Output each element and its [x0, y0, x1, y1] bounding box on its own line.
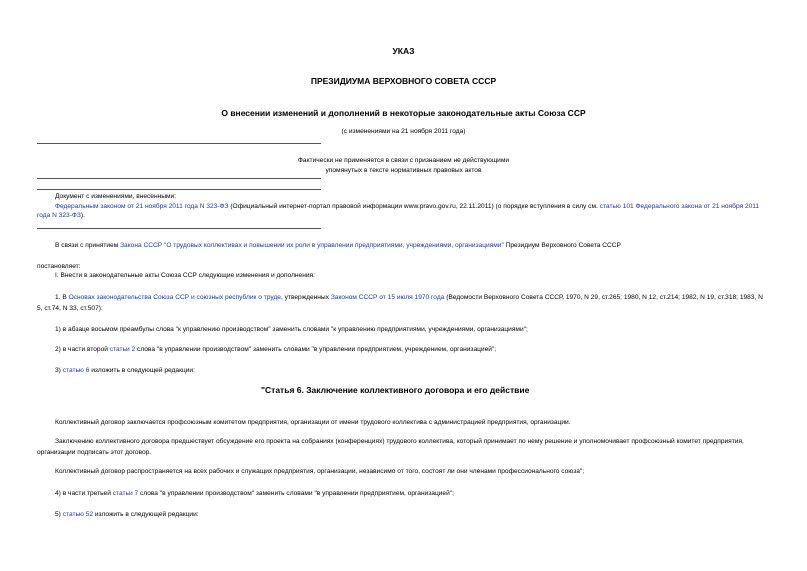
law-1970-link[interactable]: Законом СССР от 15 июля 1970 года	[330, 294, 445, 301]
doc-revision: (с изменениями на 21 ноября 2011 года)	[341, 128, 466, 135]
article-7-link[interactable]: статьи 7	[112, 490, 139, 497]
subitem-5: 5) статью 52 изложить в следующей редакции:	[55, 511, 199, 518]
article-52-link[interactable]: статью 52	[62, 511, 94, 518]
changes-label: Документ с изменениями, внесенными:	[55, 193, 177, 200]
separator-rule	[37, 228, 321, 229]
doc-title: УКАЗ	[392, 46, 415, 56]
section-1-heading: I. Внести в законодательные акты Союза ССР следующие изменения и дополнения:	[55, 272, 315, 279]
doc-subject: О внесении изменений и дополнений в некоторые законодательные акты Союза ССР	[221, 108, 586, 118]
labour-collectives-law-link[interactable]: Закона СССР "О трудовых коллективах и повышении их роли в управлении предприятиями, учреждениями, организациями"	[120, 242, 504, 249]
article-2-link[interactable]: статьи 2	[109, 346, 136, 353]
subitem-2: 2) в части второй статьи 2 слова "в управлении производством" заменить словами "в управлении предприятием, учреждением, организацией";	[55, 346, 497, 353]
subitem-4: 4) в части третьей статьи 7 слова "в управлении производством" заменить словами "в управлении предприятием, организацией";	[55, 490, 454, 497]
notice-line-2: упомянутых в тексте нормативных правовых актов	[325, 167, 482, 174]
decrees-label: постановляет:	[37, 263, 81, 270]
separator-rule	[37, 178, 321, 179]
preamble-paragraph: В связи с принятием Закона СССР "О трудовых коллективах и повышении их роли в управлении предприятиями, учреждениями, организациями" Президиум Верховного Совета СССР	[55, 242, 621, 249]
article-paragraph-1: Коллективный договор заключается профсоюзным комитетом предприятия, организации от имени трудового коллектива с администрацией предприятия, организации.	[55, 419, 571, 426]
article-6-heading: "Статья 6. Заключение коллективного договора и его действие	[261, 385, 530, 395]
article-paragraph-2: Заключению коллективного договора предшествует обсуждение его проекта на собраниях (конференциях) трудового коллектива, который принимает по нему решение и уполномочивает профсоюзный комитет предприятия, организации подписать этот договор.	[37, 438, 744, 456]
subitem-3: 3) статью 6 изложить в следующей редакции:	[55, 367, 195, 374]
labour-fundamentals-link[interactable]: Основах законодательства Союза ССР и союзных республик о труде	[68, 294, 281, 301]
article-paragraph-3: Коллективный договор распространяется на всех рабочих и служащих предприятия, организации, независимо от того, состоят ли они членами профессионального союза";	[55, 468, 585, 475]
doc-issuer: ПРЕЗИДИУМА ВЕРХОВНОГО СОВЕТА СССР	[310, 76, 497, 86]
separator-rule	[37, 143, 321, 144]
item-1-paragraph: 1. В Основах законодательства Союза ССР и союзных республик о труде, утвержденных Законом СССР от 15 июля 1970 года (Ведомости Верховного Совета СССР, 1970, N 29, ст.265; 1980, N 12, ст.214; 1982, N 19, ст.318; 1983, N 5, ст.74, N 33, ст.507):	[37, 294, 763, 312]
article-6-link[interactable]: статью 6	[62, 367, 90, 374]
amending-law-link[interactable]: Федеральным законом от 21 ноября 2011 года N 323-ФЗ	[55, 203, 229, 210]
subitem-1: 1) в абзаце восьмом преамбулы слова "к управлению производством" заменить словами "к управлению предприятиями, учреждениями, организациями";	[55, 326, 528, 333]
changes-text: Федеральным законом от 21 ноября 2011 года N 323-ФЗ (Официальный интернет-портал правовой информации www.pravo.gov.ru, 22.11.2011) (о порядке вступления в силу см. статью 101 Федерального закона от 21 ноября 2011 года N 323-ФЗ).	[37, 203, 760, 219]
separator-rule	[37, 189, 321, 190]
article-101-link[interactable]: статью 101 Федерального закона от 21 ноября 2011 года N 323-ФЗ	[37, 203, 760, 219]
notice-line-1: Фактически не применяется в связи с признанием не действующими	[297, 157, 510, 164]
